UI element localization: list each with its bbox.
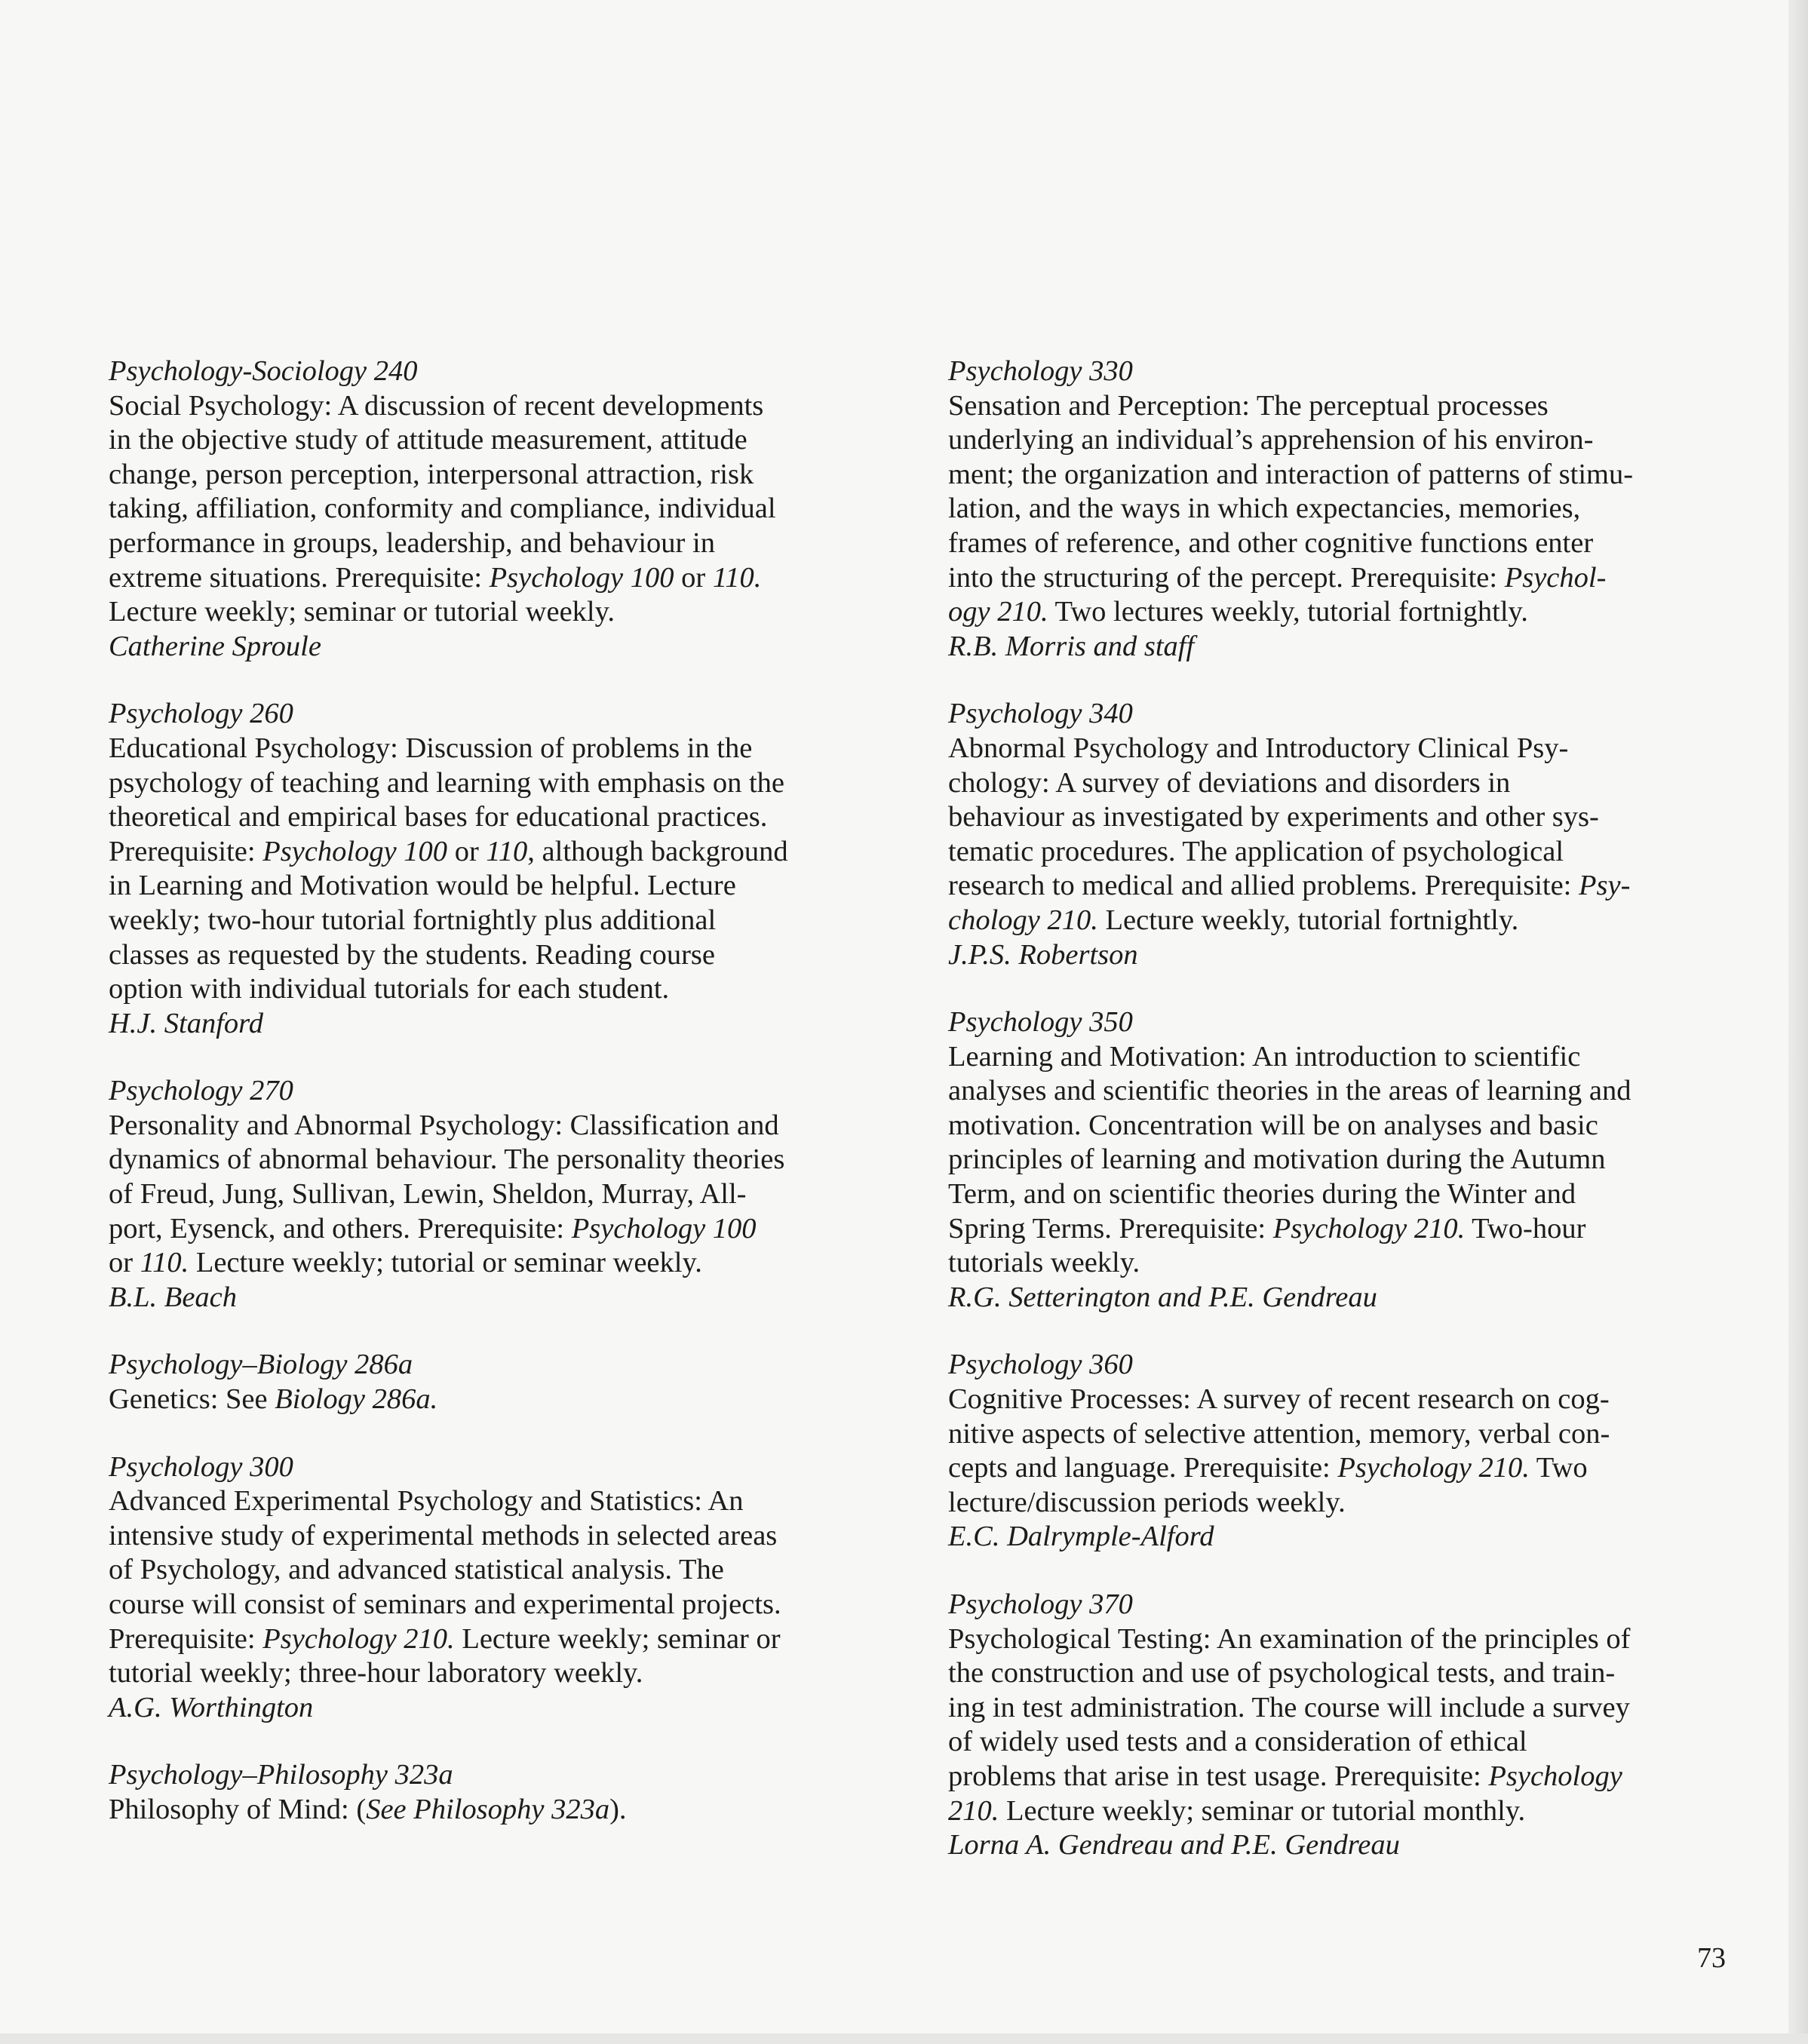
text-run: in the objective study of attitude measurement, attitude [109, 424, 747, 456]
text-run: ). [609, 1793, 627, 1825]
course-description [948, 732, 1749, 938]
left-column [109, 354, 923, 1828]
text-run: tutorial weekly; three-hour laboratory weekly. [109, 1657, 643, 1690]
text-run: Prerequisite: [109, 1622, 263, 1655]
description-line [109, 1246, 923, 1281]
text-run: frames of reference, and other cognitive functions enter [948, 526, 1594, 559]
text-run: Sensation and Perception: The perceptual processes [948, 389, 1549, 422]
text-run: intensive study of experimental methods in selected areas [109, 1519, 778, 1551]
text-run: port, Eysenck, and others. Prerequisite: [109, 1212, 572, 1245]
text-run: Two lectures weekly, tutorial fortnightly. [1048, 596, 1528, 628]
description-line [109, 389, 923, 424]
course-description [948, 389, 1749, 630]
description-line [109, 732, 923, 766]
text-run: or [109, 1247, 140, 1279]
description-line [948, 1383, 1749, 1417]
course-entry [109, 697, 923, 1041]
text-run: psychology of teaching and learning with emphasis on the [109, 766, 784, 799]
text-run: Two-hour [1465, 1212, 1586, 1245]
course-instructor: R.B. Morris and staff [948, 630, 1195, 662]
description-line [948, 1656, 1749, 1691]
text-run: theoretical and empirical bases for educational practices. [109, 801, 768, 833]
italic-reference: Psychology 210. [1272, 1212, 1466, 1245]
course-instructor: H.J. Stanford [109, 1007, 263, 1039]
text-run: Philosophy of Mind: ( [109, 1793, 367, 1825]
course-entry [948, 1005, 1749, 1315]
text-run: behaviour as investigated by experiments and other sys- [948, 801, 1599, 833]
course-heading: Psychology-Sociology 240 [109, 355, 418, 387]
text-run: Lecture weekly; seminar or tutorial monthly. [999, 1794, 1526, 1827]
text-run: problems that arise in test usage. Prerequisite: [948, 1760, 1489, 1792]
description-line [948, 1794, 1749, 1829]
course-instructor: R.G. Setterington and P.E. Gendreau [948, 1281, 1377, 1313]
italic-reference: Psychology [1488, 1760, 1622, 1792]
text-run: Term, and on scientific theories during the Winter and [948, 1178, 1576, 1211]
description-line [948, 1040, 1749, 1075]
course-description [948, 1383, 1749, 1520]
text-run: principles of learning and motivation during the Autumn [948, 1143, 1606, 1176]
course-heading: Psychology 260 [109, 698, 293, 730]
course-heading: Psychology 360 [948, 1349, 1133, 1381]
text-run: cepts and language. Prerequisite: [948, 1452, 1338, 1484]
text-run: Abnormal Psychology and Introductory Clinical Psy- [948, 732, 1569, 764]
course-entry [109, 1074, 923, 1315]
text-run: Spring Terms. Prerequisite: [948, 1212, 1273, 1245]
text-run: tutorials weekly. [948, 1247, 1140, 1279]
description-line [109, 800, 923, 835]
course-entry [109, 1450, 923, 1726]
text-run: the construction and use of psychological tests, and train- [948, 1657, 1616, 1690]
text-run: Learning and Motivation: An introduction to scientific [948, 1040, 1581, 1073]
italic-reference: 110. [140, 1247, 189, 1279]
course-heading: Psychology–Philosophy 323a [109, 1759, 453, 1791]
course-heading: Psychology 270 [109, 1075, 293, 1107]
description-line [948, 1451, 1749, 1486]
text-run: Personality and Abnormal Psychology: Classification and [109, 1109, 779, 1141]
text-run: Lecture weekly, tutorial fortnightly. [1097, 904, 1519, 936]
description-line [109, 1656, 923, 1691]
text-run: Educational Psychology: Discussion of problems in the [109, 732, 753, 764]
description-line [948, 423, 1749, 458]
description-line [948, 835, 1749, 870]
description-line [109, 1109, 923, 1143]
description-line [948, 595, 1749, 630]
description-line [948, 1143, 1749, 1177]
description-line [109, 869, 923, 904]
text-run: lecture/discussion periods weekly. [948, 1486, 1346, 1518]
course-entry [109, 1758, 923, 1827]
right-column [948, 354, 1749, 1863]
course-description [109, 389, 923, 630]
text-run: extreme situations. Prerequisite: [109, 561, 490, 594]
text-run: performance in groups, leadership, and behaviour in [109, 526, 715, 559]
description-line [109, 972, 923, 1007]
course-description [109, 1383, 923, 1417]
text-run: change, person perception, interpersonal attraction, risk [109, 458, 754, 490]
course-entry [109, 354, 923, 664]
text-run: or [447, 835, 487, 867]
course-heading: Psychology 330 [948, 355, 1133, 387]
description-line [948, 1691, 1749, 1726]
description-line [948, 1417, 1749, 1452]
text-run: ment; the organization and interaction of patterns of stimu- [948, 458, 1634, 490]
italic-reference: ogy 210. [948, 596, 1048, 628]
description-line [109, 561, 923, 596]
description-line [109, 835, 923, 870]
italic-reference: 210. [948, 1794, 999, 1827]
text-run: classes as requested by the students. Reading course [109, 938, 716, 971]
italic-reference: Psy- [1579, 870, 1631, 902]
description-line [948, 1177, 1749, 1212]
italic-reference: Psychol- [1504, 561, 1607, 594]
text-run: , although background [527, 835, 788, 867]
description-line [948, 389, 1749, 424]
description-line [948, 800, 1749, 835]
description-line [948, 1246, 1749, 1281]
course-entry [948, 354, 1749, 664]
description-line [109, 1383, 923, 1417]
text-run: Lecture weekly; seminar or tutorial weekly. [109, 596, 615, 628]
text-run: Psychological Testing: An examination of the principles of [948, 1622, 1631, 1655]
course-heading: Psychology–Biology 286a [109, 1349, 413, 1381]
description-line [109, 526, 923, 561]
description-line [948, 1760, 1749, 1794]
text-run: course will consist of seminars and experimental projects. [109, 1588, 781, 1620]
course-heading: Psychology 340 [948, 698, 1133, 730]
text-run: of Psychology, and advanced statistical analysis. The [109, 1554, 724, 1586]
description-line [948, 1212, 1749, 1247]
page-edge-shadow [1788, 0, 1808, 2044]
description-line [109, 1793, 923, 1828]
italic-reference: Psychology 100 [571, 1212, 757, 1245]
description-line [109, 766, 923, 801]
italic-reference: See Philosophy 323a [366, 1793, 610, 1825]
course-instructor: B.L. Beach [109, 1281, 237, 1313]
course-instructor: Lorna A. Gendreau and P.E. Gendreau [948, 1829, 1400, 1861]
text-run: lation, and the ways in which expectancies, memories, [948, 493, 1581, 525]
description-line [109, 595, 923, 630]
text-run: into the structuring of the percept. Prerequisite: [948, 561, 1505, 594]
italic-reference: chology 210. [948, 904, 1098, 936]
italic-reference: Psychology 210. [1337, 1452, 1530, 1484]
text-run: dynamics of abnormal behaviour. The personality theories [109, 1143, 785, 1176]
text-run: Two [1529, 1452, 1588, 1484]
description-line [109, 1622, 923, 1657]
course-description [109, 732, 923, 1007]
italic-reference: Biology 286a. [275, 1383, 438, 1416]
text-run: Advanced Experimental Psychology and Statistics: An [109, 1485, 744, 1518]
text-run: Cognitive Processes: A survey of recent research on cog- [948, 1383, 1610, 1416]
italic-reference: 110. [712, 561, 762, 594]
description-line [948, 1486, 1749, 1521]
text-run: tematic procedures. The application of psychological [948, 835, 1564, 867]
italic-reference: 110 [486, 835, 528, 867]
text-run: weekly; two-hour tutorial fortnightly plus additional [109, 904, 717, 936]
description-line [109, 1519, 923, 1554]
description-line [109, 1484, 923, 1519]
course-heading: Psychology 350 [948, 1006, 1133, 1039]
text-run: of widely used tests and a consideration of ethical [948, 1726, 1527, 1758]
course-description [109, 1793, 923, 1828]
text-run: or [674, 561, 713, 594]
text-run: Lecture weekly; tutorial or seminar weekly. [189, 1247, 702, 1279]
description-line [948, 458, 1749, 493]
page-bottom-edge [0, 2033, 1808, 2044]
text-run: option with individual tutorials for each student. [109, 973, 670, 1005]
text-run: in Learning and Motivation would be helpful. Lecture [109, 870, 736, 902]
description-line [948, 526, 1749, 561]
italic-reference: Psychology 100 [489, 561, 674, 594]
course-instructor: E.C. Dalrymple-Alford [948, 1521, 1214, 1553]
description-line [948, 1109, 1749, 1143]
course-instructor: Catherine Sproule [109, 630, 321, 662]
course-entry [109, 1348, 923, 1416]
description-line [109, 492, 923, 526]
course-entry [948, 1348, 1749, 1554]
description-line [109, 458, 923, 493]
description-line [948, 869, 1749, 904]
description-line [109, 1177, 923, 1212]
text-run: research to medical and allied problems. Prerequisite: [948, 870, 1579, 902]
description-line [109, 938, 923, 973]
course-heading: Psychology 370 [948, 1588, 1133, 1620]
text-run: chology: A survey of deviations and disorders in [948, 766, 1511, 799]
description-line [948, 561, 1749, 596]
description-line [948, 1725, 1749, 1760]
course-description [948, 1040, 1749, 1281]
course-instructor: J.P.S. Robertson [948, 938, 1138, 971]
text-run: nitive aspects of selective attention, memory, verbal con- [948, 1417, 1610, 1450]
course-description [948, 1622, 1749, 1829]
description-line [948, 1622, 1749, 1657]
description-line [109, 1143, 923, 1177]
course-entry [948, 697, 1749, 972]
text-run: motivation. Concentration will be on analyses and basic [948, 1109, 1598, 1141]
text-run: taking, affiliation, conformity and compliance, individual [109, 493, 776, 525]
text-run: Genetics: See [109, 1383, 275, 1416]
page-number: 73 [1697, 1942, 1726, 1974]
text-run: underlying an individual’s apprehension of his environ- [948, 424, 1594, 456]
description-line [948, 766, 1749, 801]
description-line [948, 904, 1749, 938]
italic-reference: Psychology 210. [262, 1622, 455, 1655]
course-description [109, 1484, 923, 1691]
description-line [109, 904, 923, 938]
course-entry [948, 1588, 1749, 1863]
course-instructor: A.G. Worthington [109, 1691, 314, 1723]
description-line [109, 1553, 923, 1588]
course-description [109, 1109, 923, 1281]
description-line [948, 1074, 1749, 1109]
text-run: ing in test administration. The course will include a survey [948, 1691, 1630, 1723]
description-line [109, 1588, 923, 1622]
description-line [109, 423, 923, 458]
text-run: Lecture weekly; seminar or [454, 1622, 781, 1655]
description-line [948, 492, 1749, 526]
description-line [948, 732, 1749, 766]
text-run: Social Psychology: A discussion of recent developments [109, 389, 764, 422]
course-heading: Psychology 300 [109, 1450, 293, 1483]
text-run: analyses and scientific theories in the areas of learning and [948, 1075, 1631, 1107]
description-line [109, 1212, 923, 1247]
italic-reference: Psychology 100 [262, 835, 448, 867]
text-run: Prerequisite: [109, 835, 263, 867]
text-run: of Freud, Jung, Sullivan, Lewin, Sheldon, Murray, All- [109, 1178, 747, 1211]
